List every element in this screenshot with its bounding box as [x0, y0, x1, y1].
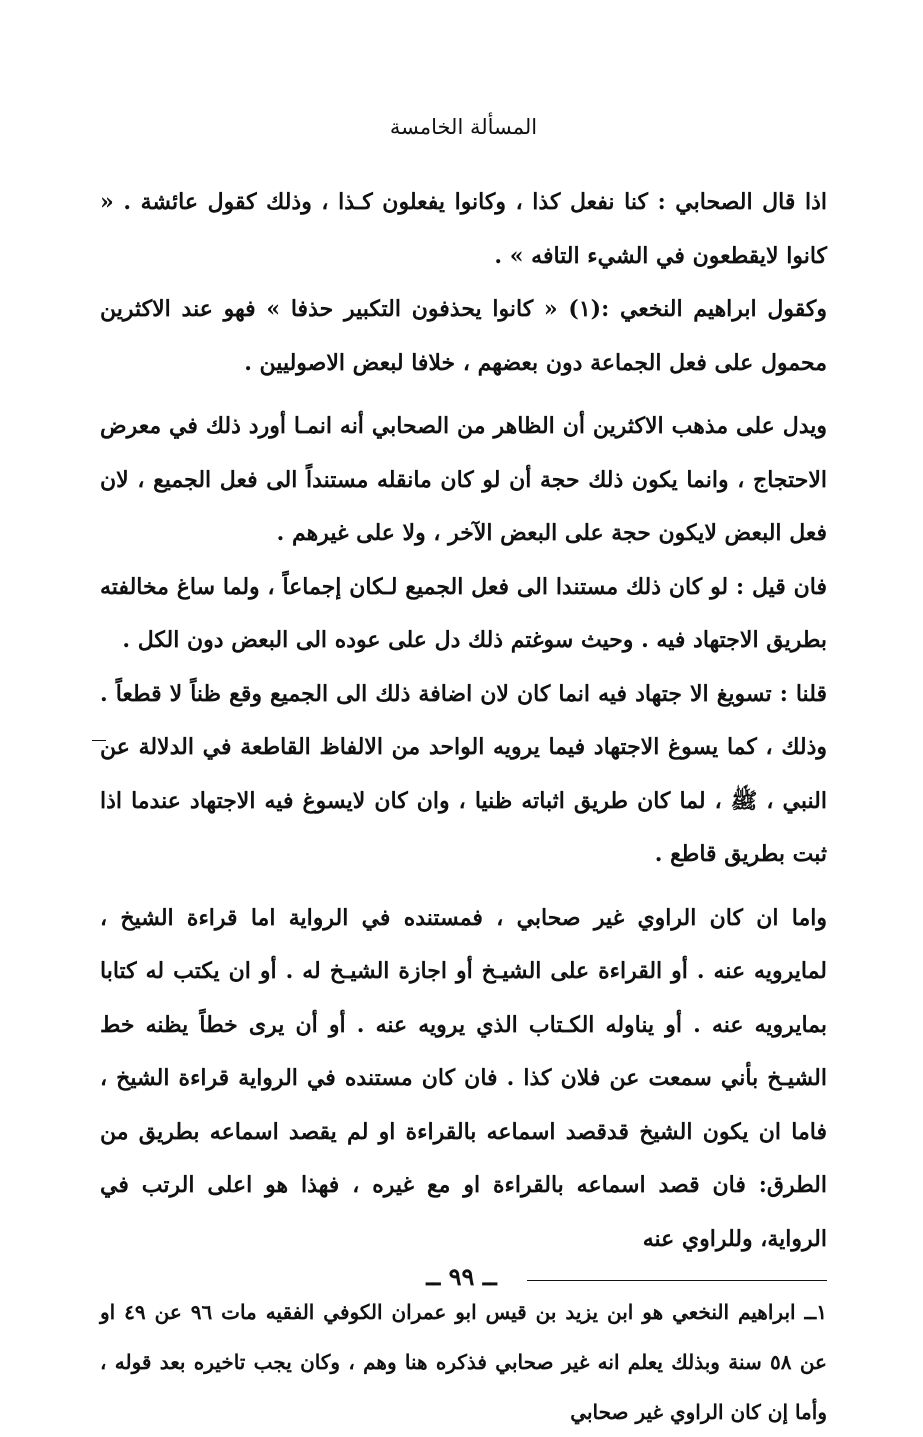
paragraph-3: ويدل على مذهب الاكثرين أن الظاهر من الصحابي أنه انمـا أورد ذلك في معرض الاحتجاج ، وانما يكون ذلك حجة أن لو كان مانقله مستنداً الى فعل الجميع ، لان فعل البعض لايكون حجة على البعض الآخر ، ولا على غيرهم .	[100, 413, 828, 546]
paragraph-6: واما ان كان الراوي غير صحابي ، فمستنده في الرواية اما قراءة الشيخ ، لمايرويه عنه . أو القراءة على الشيـخ أو اجازة الشيـخ له . أو ان يكتب له كتابا بمايرويه عنه . أو يناوله الكـتاب الذي يرويه عنه . أو أن يرى خطاً يظنه خط الشيـخ بأني سمعت عن فلان كذا . فان كان مستنده في الرواية قراءة الشيخ ، فاما ان يكون الشيخ قدقصد اسماعه بالقراءة او لم يقصد اسماعه بطريق من الطرق: فان قصد اسماعه بالقراءة او مع غيره ، فهذا هو اعلى الرتب في الرواية، وللراوي عنه	[100, 904, 827, 1252]
footnote: ١ــ ابراهيم النخعي هو ابن يزيد بن قيس ابو عمران الكوفي الفقيه مات ٩٦ عن ٤٩ او عن ٥٨ سنة وبذلك يعلم انه غير صحابي فذكره هنا وهم ، وكان يجب تاخيره بعد قوله ، وأما إن كان الراوي غير صحابي	[100, 1300, 827, 1424]
paragraph-5: قلنا : تسويغ الا جتهاد فيه انما كان لان اضافة ذلك الى الجميع وقع ظناً لا قطعاً . وذلك ، كما يسوغ الاجتهاد فيما يرويه الواحد من الالفاظ القاطعة في الدلالة عن النبي ، ﷺ ، لما كان طريق اثباته ظنيا ، وان كان لايسوغ فيه الاجتهاد عندما اذا ثبت بطريق قاطع .	[100, 680, 827, 867]
page-title: المسألة الخامسة	[389, 115, 538, 139]
body-text	[100, 176, 827, 1266]
margin-mark	[92, 740, 106, 741]
paragraph-2: وكقول ابراهيم النخعي :(١) « كانوا يحذفون التكبير حذفا » فهو عند الاكثرين محمول على فعل الجماعة دون بعضهم ، خلافا لبعض الاصوليين .	[100, 296, 827, 376]
paragraph-4: فان قيل : لو كان ذلك مستندا الى فعل الجميع لـكان إجماعاً ، ولما ساغ مخالفته بطريق الاجتهاد فيه . وحيث سوغتم ذلك دل على عوده الى البعض دون الكل .	[100, 573, 827, 653]
page-number: ــ ٩٩ ــ	[426, 1262, 497, 1291]
paragraph-1: اذا قال الصحابي : كنا نفعل كذا ، وكانوا يفعلون كـذا ، وذلك كقول عائشة . « كانوا لايقطعون في الشيء التافه » .	[100, 189, 827, 269]
